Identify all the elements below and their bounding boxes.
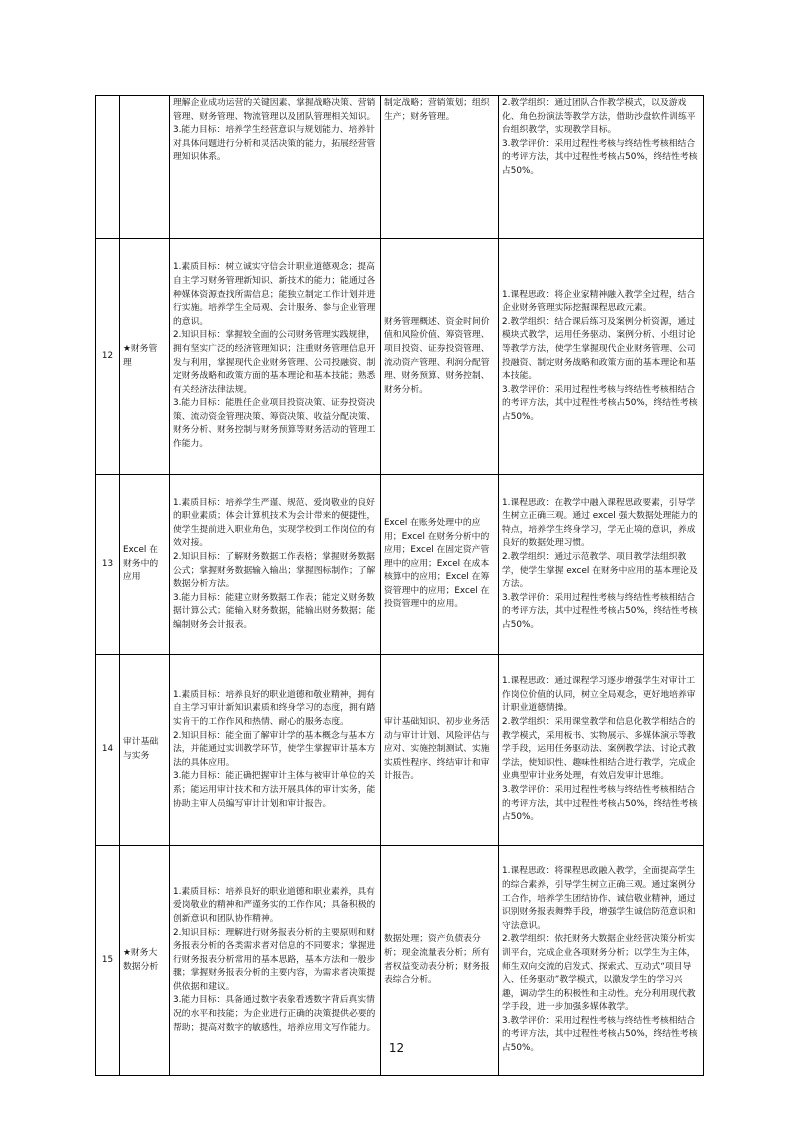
course-number: 15 xyxy=(96,846,120,1076)
requirement-item: 2.教学组织：依托财务大数据企业经营决策分析实训平台，完成企业各项财务分析；以学生为主体，师生双向交流的启发式、探索式、互动式“项目导入、任务驱动”教学模式，以激发学生的学习兴趣，调动学生的积极性和主动性。充分利用现代教学手段，进一步加强多媒体教学。 xyxy=(502,934,696,1013)
requirement-item: 1.课程思政：将企业家精神融入教学全过程，结合企业财务管理实际挖掘课程思政元素。 xyxy=(502,289,696,314)
objective-item: 1.素质目标：树立诚实守信会计职业道德观念；提高自主学习财务管理新知识、新技术的能力；能通过各种媒体资源查找所需信息；能独立制定工作计划并进行实施。培养学生全局观、会计服务、参与企业管理的意识。 xyxy=(173,262,376,327)
objective-item: 理解企业成功运营的关键因素、掌握战略决策、营销管理、财务管理、物流管理以及团队管理相关知识。 xyxy=(173,98,376,122)
objective-item: 2.知识目标：掌握较全面的公司财务管理实践规律，拥有坚实广泛的经济管理知识；注重财务管理信息开发与利用，掌握现代企业财务管理、公司投融资、制定财务战略和政策方面的基本理论和基本技能；熟悉有关经济法律法规。 xyxy=(173,330,376,395)
requirement-item: 2.教学组织：采用课堂教学和信息化教学相结合的教学模式，采用板书、实物展示、多媒体演示等教学手段，运用任务驱动法、案例教学法、讨论式教学法，使知识性、趣味性相结合进行教学，完成企业典型审计业务处理，有效启发审计思维。 xyxy=(502,717,696,782)
objective-item: 3.能力目标：能建立财务数据工作表；能定义财务数据计算公式；能输入财务数据，能输出财务数据；能编制财务会计报表。 xyxy=(173,592,376,630)
requirement-item: 3.教学评价：采用过程性考核与终结性考核相结合的考评方法，其中过程性考核占50%，终结性考核占50%。 xyxy=(502,1015,698,1054)
table-row xyxy=(96,96,704,239)
requirement-item: 3.教学评价：采用过程性考核与终结性考核相结合的考评方法，其中过程性考核占50%，终结性考核占50%。 xyxy=(502,784,698,823)
objective-item: 2.知识目标：了解财务数据工作表格；掌握财务数据公式；掌握财务数据输入输出；掌握图标制作；了解数据分析方法。 xyxy=(173,551,376,590)
course-objectives xyxy=(170,239,381,475)
course-content: 审计基础知识、初步业务活动与审计计划、风险评估与应对、实施控制测试、实施实质性程序、终结审计和审计报告。 xyxy=(381,655,499,846)
requirement-item: 3.教学评价：采用过程性考核与终结性考核相结合的考评方法，其中过程性考核占50%，终结性考核占50%。 xyxy=(502,138,698,176)
course-number: 12 xyxy=(96,239,120,475)
course-number xyxy=(96,96,120,239)
table-row xyxy=(96,475,704,655)
objective-item: 2.知识目标：理解进行财务报表分析的主要原则和财务报表分析的各类需求者对信息的不同要求；掌握进行财务报表分析常用的基本思路，基本方法和一般步骤；掌握财务报表分析的主要内容，为需求者决策提供依据和建议。 xyxy=(173,927,376,992)
objective-item: 3.能力目标：具备通过数字表象看透数字背后真实情况的水平和技能；为企业进行正确的决策提供必要的帮助；提高对数字的敏感性，培养应用文写作能力。 xyxy=(173,995,376,1033)
objective-item: 1.素质目标：培养良好的职业道德和敬业精神，拥有自主学习审计新知识素质和终身学习的态度，拥有踏实肯干的工作作风和热情、耐心的服务态度。 xyxy=(173,689,376,728)
requirement-item: 2.教学组织：结合课后练习及案例分析资源，通过模块式教学，运用任务驱动、案例分析、小组讨论等教学方法，使学生掌握现代企业财务管理、公司投融资、制定财务战略和政策方面的基本理论和基本技能。 xyxy=(502,316,696,382)
teaching-requirements xyxy=(499,475,704,655)
requirement-item: 2.教学组织：通过示范教学、项目教学法组织教学，使学生掌握 excel 在财务中应用的基本理论及方法。 xyxy=(502,551,698,590)
course-name xyxy=(120,96,170,239)
course-name: ★财务大数据分析 xyxy=(120,846,170,1076)
page-number: 12 xyxy=(388,1041,405,1055)
requirement-item: 3.教学评价：采用过程性考核与终结性考核相结合的考评方法，其中过程性考核占50%，终结性考核占50%。 xyxy=(502,592,698,630)
course-content: Excel 在账务处理中的应用；Excel 在财务分析中的应用；Excel 在固定资产管理中的应用；Excel 在成本核算中的应用；Excel 在筹资管理中的应用；Excel 在投资管理中的应用。 xyxy=(381,475,499,655)
course-name: Excel 在财务中的应用 xyxy=(120,475,170,655)
requirement-item: 2.教学组织：通过团队合作教学模式，以及游戏化、角色扮演法等教学方法，借助沙盘软件训练平台组织教学，实现教学目标。 xyxy=(502,98,696,136)
objective-item: 1.素质目标：培养学生严谨、规范、爱岗敬业的良好的职业素质；体会计算机技术为会计带来的便捷性，使学生提前进入职业角色，实现学校到工作岗位的有效对接。 xyxy=(173,497,376,549)
objective-item: 1.素质目标：培养良好的职业道德和职业素养，具有爱岗敬业的精神和严谨务实的工作作风；具备积极的创新意识和团队协作精神。 xyxy=(173,886,376,924)
course-content: 制定战略；营销策划；组织生产；财务管理。 xyxy=(381,96,499,239)
course-name: ★财务管理 xyxy=(120,239,170,475)
table-row xyxy=(96,655,704,846)
objective-item: 2.知识目标：能全面了解审计学的基本概念与基本方法，并能通过实训教学环节，使学生掌握审计基本方法的具体应用。 xyxy=(173,730,376,768)
course-content: 财务管理概述、资金时间价值和风险价值、筹资管理、项目投资、证券投资管理、流动资产管理、利润分配管理、财务预算、财务控制、财务分析。 xyxy=(381,239,499,475)
course-objectives xyxy=(170,96,381,239)
course-number: 14 xyxy=(96,655,120,846)
objective-item: 3.能力目标：能正确把握审计主体与被审计单位的关系；能运用审计技术和方法开展具体的审计实务，能协助主审人员编写审计计划和审计报告。 xyxy=(173,771,376,809)
objective-item: 3.能力目标：能胜任企业项目投资决策、证券投资决策、流动资金管理决策、筹资决策、收益分配决策、财务分析、财务控制与财务预算等财务活动的管理工作能力。 xyxy=(173,398,376,450)
course-objectives xyxy=(170,655,381,846)
course-content: 数据处理；资产负债表分析；现金流量表分析；所有者权益变动表分析；财务报表综合分析。 xyxy=(381,846,499,1076)
requirement-item: 1.课程思政：通过课程学习逐步增强学生对审计工作岗位价值的认同，树立全局观念，更好地培养审计职业道德情操。 xyxy=(502,676,696,714)
table-row xyxy=(96,239,704,475)
teaching-requirements xyxy=(499,239,704,475)
requirement-item: 3.教学评价：采用过程性考核与终结性考核相结合的考评方法，其中过程性考核占50%，终结性考核占50%。 xyxy=(502,384,698,422)
teaching-requirements xyxy=(499,655,704,846)
requirement-item: 1.课程思政：在教学中融入课程思政要素，引导学生树立正确三观。通过 excel 强大数据处理能力的特点，培养学生终身学习，学无止境的意识，养成良好的数据处理习惯。 xyxy=(502,497,698,549)
course-table xyxy=(95,95,704,1076)
objective-item: 3.能力目标：培养学生经营意识与规划能力、培养针对具体问题进行分析和灵活决策的能力，拓展经营管理知识体系。 xyxy=(173,125,376,163)
course-table-body xyxy=(96,96,704,1076)
course-name: 审计基础与实务 xyxy=(120,655,170,846)
teaching-requirements xyxy=(499,96,704,239)
requirement-item: 1.课程思政：将课程思政融入教学，全面提高学生的综合素养，引导学生树立正确三观。通过案例分工合作，培养学生团结协作、诚信敬业精神，通过识别财务报表舞弊手段，增强学生诚信防范意识和守法意识。 xyxy=(502,866,696,931)
course-objectives xyxy=(170,475,381,655)
course-number: 13 xyxy=(96,475,120,655)
